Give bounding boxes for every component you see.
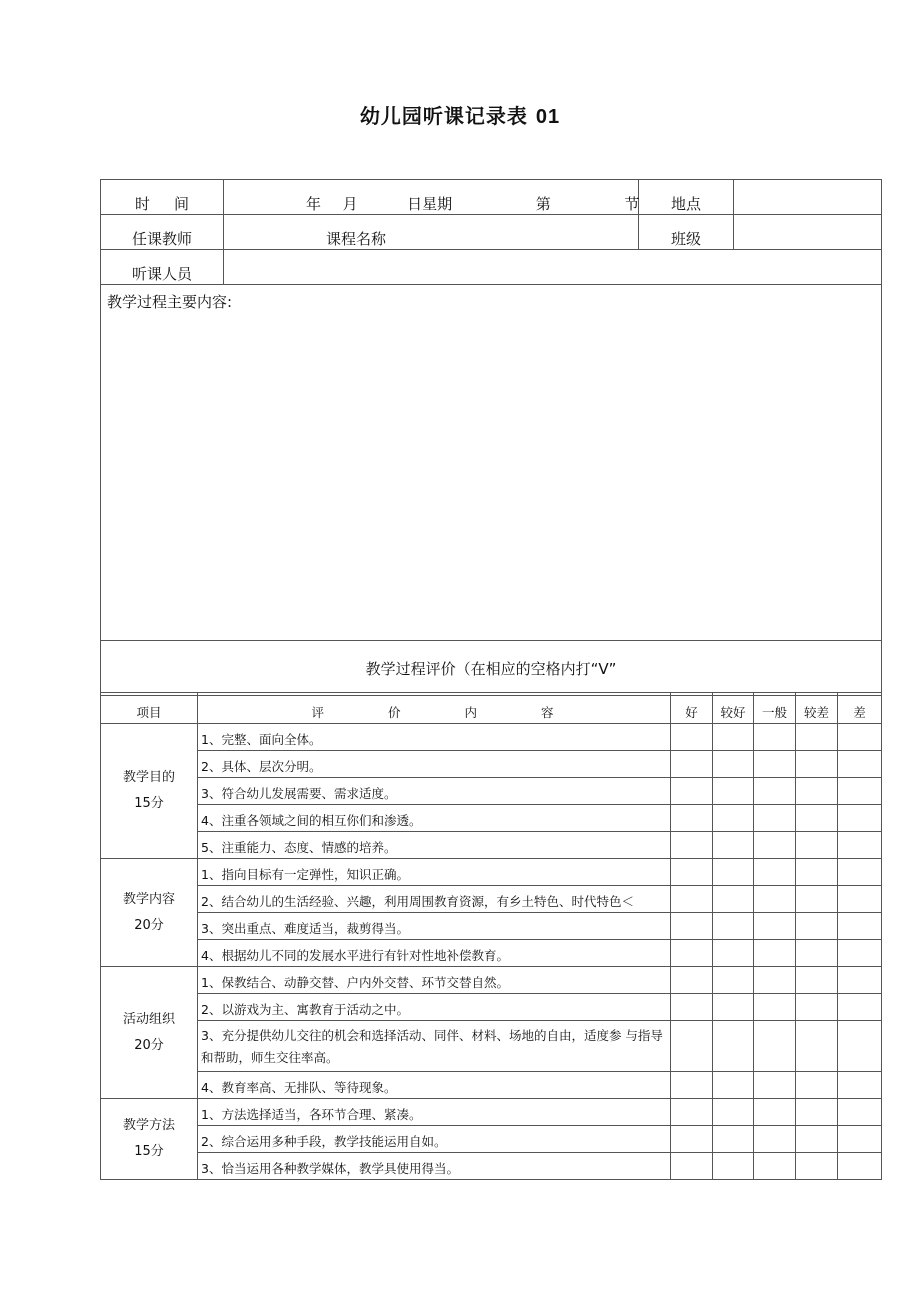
header-content: 评 价 内 容 — [198, 693, 671, 724]
rating-cell-fairly-poor[interactable] — [796, 1153, 838, 1180]
table-row — [101, 1072, 882, 1099]
teacher-label: 任课教师 — [101, 215, 224, 250]
period-di-label: 第 — [535, 195, 551, 213]
rating-cell-average[interactable] — [754, 724, 796, 751]
rating-cell-average[interactable] — [754, 1099, 796, 1126]
header-average: 一般 — [754, 693, 796, 724]
criterion-text: 3、符合幼儿发展需要、需求适度。 — [198, 778, 671, 805]
month-label: 月 — [342, 195, 358, 213]
criterion-text: 3、充分提供幼儿交往的机会和选择活动、同伴、材料、场地的自由，适度参 与指导和帮助，师生交往率高。 — [198, 1021, 671, 1072]
location-label: 地点 — [639, 180, 734, 215]
date-field[interactable] — [224, 180, 639, 215]
table-row — [101, 859, 882, 886]
rating-cell-good[interactable] — [671, 724, 713, 751]
rating-cell-average[interactable] — [754, 832, 796, 859]
rating-cell-good[interactable] — [671, 1126, 713, 1153]
criterion-text: 4、根据幼儿不同的发展水平进行有针对性地补偿教育。 — [198, 940, 671, 967]
class-field[interactable] — [734, 215, 882, 250]
rating-cell-fairly-good[interactable] — [713, 967, 754, 994]
table-row — [101, 886, 882, 913]
group-label: 教学内容 20分 — [101, 859, 198, 967]
evaluation-title-row — [101, 641, 882, 696]
rating-cell-poor[interactable] — [838, 751, 882, 778]
rating-cell-good[interactable] — [671, 1153, 713, 1180]
evaluation-table — [100, 692, 882, 1180]
rating-cell-average[interactable] — [754, 778, 796, 805]
period-jie-label: 节 — [624, 195, 640, 213]
table-row — [101, 994, 882, 1021]
year-label: 年 — [306, 195, 322, 213]
group-label: 教学目的 15分 — [101, 724, 198, 859]
rating-cell-good[interactable] — [671, 994, 713, 1021]
rating-cell-average[interactable] — [754, 994, 796, 1021]
time-label: 时 间 — [101, 180, 224, 215]
rating-cell-fairly-good[interactable] — [713, 1099, 754, 1126]
table-row — [101, 940, 882, 967]
rating-cell-fairly-poor[interactable] — [796, 1126, 838, 1153]
rating-cell-poor[interactable] — [838, 805, 882, 832]
rating-cell-fairly-good[interactable] — [713, 724, 754, 751]
rating-cell-fairly-good[interactable] — [713, 805, 754, 832]
process-label: 教学过程主要内容: — [107, 293, 233, 311]
observer-label: 听课人员 — [101, 250, 224, 285]
day-week-label: 日星期 — [407, 195, 453, 213]
rating-cell-good[interactable] — [671, 913, 713, 940]
rating-cell-fairly-poor[interactable] — [796, 886, 838, 913]
rating-cell-good[interactable] — [671, 832, 713, 859]
rating-cell-fairly-good[interactable] — [713, 1072, 754, 1099]
header-item: 项目 — [101, 693, 198, 724]
rating-cell-fairly-good[interactable] — [713, 994, 754, 1021]
rating-cell-good[interactable] — [671, 1021, 713, 1072]
rating-cell-average[interactable] — [754, 805, 796, 832]
criterion-text: 3、突出重点、难度适当，裁剪得当。 — [198, 913, 671, 940]
rating-cell-fairly-poor[interactable] — [796, 859, 838, 886]
criterion-text: 2、综合运用多种手段，教学技能运用自如。 — [198, 1126, 671, 1153]
rating-cell-fairly-good[interactable] — [713, 913, 754, 940]
rating-cell-fairly-good[interactable] — [713, 886, 754, 913]
rating-cell-fairly-good[interactable] — [713, 1126, 754, 1153]
rating-cell-poor[interactable] — [838, 994, 882, 1021]
location-field[interactable] — [734, 180, 882, 215]
rating-cell-poor[interactable] — [838, 859, 882, 886]
rating-cell-fairly-poor[interactable] — [796, 751, 838, 778]
rating-cell-average[interactable] — [754, 886, 796, 913]
group-label: 活动组织 20分 — [101, 967, 198, 1099]
rating-cell-good[interactable] — [671, 751, 713, 778]
rating-cell-average[interactable] — [754, 940, 796, 967]
table-row — [101, 1153, 882, 1180]
table-row — [101, 751, 882, 778]
table-row — [101, 724, 882, 751]
criterion-text: 3、恰当运用各种教学媒体，教学具使用得当。 — [198, 1153, 671, 1180]
rating-cell-good[interactable] — [671, 1072, 713, 1099]
rating-cell-fairly-poor[interactable] — [796, 1021, 838, 1072]
rating-cell-poor[interactable] — [838, 724, 882, 751]
criterion-text: 1、方法选择适当，各环节合理、紧凑。 — [198, 1099, 671, 1126]
rating-cell-fairly-good[interactable] — [713, 859, 754, 886]
rating-cell-fairly-good[interactable] — [713, 778, 754, 805]
rating-cell-average[interactable] — [754, 1126, 796, 1153]
rating-cell-good[interactable] — [671, 859, 713, 886]
title-text: 幼儿园听课记录表 — [359, 104, 528, 128]
page-title — [0, 100, 920, 129]
header-fairly-poor: 较差 — [796, 693, 838, 724]
rating-cell-fairly-poor[interactable] — [796, 778, 838, 805]
rating-cell-fairly-poor[interactable] — [796, 724, 838, 751]
info-table — [100, 179, 882, 696]
title-number: 01 — [535, 106, 561, 128]
rating-cell-fairly-good[interactable] — [713, 940, 754, 967]
rating-cell-fairly-good[interactable] — [713, 1021, 754, 1072]
rating-cell-poor[interactable] — [838, 1021, 882, 1072]
evaluation-header-row — [101, 693, 882, 724]
rating-cell-good[interactable] — [671, 805, 713, 832]
rating-cell-fairly-poor[interactable] — [796, 832, 838, 859]
rating-cell-fairly-good[interactable] — [713, 832, 754, 859]
rating-cell-average[interactable] — [754, 859, 796, 886]
rating-cell-good[interactable] — [671, 778, 713, 805]
table-row — [101, 778, 882, 805]
rating-cell-fairly-poor[interactable] — [796, 967, 838, 994]
table-row — [101, 1126, 882, 1153]
class-label: 班级 — [639, 215, 734, 250]
group-label: 教学方法 15分 — [101, 1099, 198, 1180]
criterion-text: 2、具体、层次分明。 — [198, 751, 671, 778]
criterion-text: 1、完整、面向全体。 — [198, 724, 671, 751]
criterion-text: 5、注重能力、态度、情感的培养。 — [198, 832, 671, 859]
observer-field[interactable] — [224, 250, 882, 285]
rating-cell-poor[interactable] — [838, 1099, 882, 1126]
rating-cell-poor[interactable] — [838, 1153, 882, 1180]
rating-cell-average[interactable] — [754, 751, 796, 778]
rating-cell-good[interactable] — [671, 886, 713, 913]
rating-cell-average[interactable] — [754, 967, 796, 994]
rating-cell-poor[interactable] — [838, 940, 882, 967]
rating-cell-fairly-poor[interactable] — [796, 913, 838, 940]
table-row — [101, 805, 882, 832]
time-row — [101, 180, 882, 215]
rating-cell-fairly-poor[interactable] — [796, 805, 838, 832]
header-good: 好 — [671, 693, 713, 724]
rating-cell-poor[interactable] — [838, 778, 882, 805]
process-content-box[interactable] — [101, 285, 882, 641]
rating-cell-fairly-poor[interactable] — [796, 994, 838, 1021]
rating-cell-poor[interactable] — [838, 1072, 882, 1099]
criterion-text: 4、注重各领域之间的相互你们和渗透。 — [198, 805, 671, 832]
process-row — [101, 285, 882, 641]
criterion-text: 2、以游戏为主、寓教育于活动之中。 — [198, 994, 671, 1021]
rating-cell-fairly-poor[interactable] — [796, 1072, 838, 1099]
observer-row — [101, 250, 882, 285]
table-row — [101, 913, 882, 940]
rating-cell-average[interactable] — [754, 1153, 796, 1180]
rating-cell-average[interactable] — [754, 1021, 796, 1072]
rating-cell-average[interactable] — [754, 913, 796, 940]
table-row — [101, 1021, 882, 1072]
criterion-text: 2、结合幼儿的生活经验、兴趣，利用周围教育资源，有乡土特色、时代特色＜ — [198, 886, 671, 913]
header-fairly-good: 较好 — [713, 693, 754, 724]
table-row — [101, 967, 882, 994]
rating-cell-fairly-poor[interactable] — [796, 940, 838, 967]
rating-cell-good[interactable] — [671, 940, 713, 967]
rating-cell-fairly-good[interactable] — [713, 1153, 754, 1180]
course-field[interactable] — [224, 215, 639, 250]
table-row — [101, 832, 882, 859]
criterion-text: 1、指向目标有一定弹性，知识正确。 — [198, 859, 671, 886]
teacher-row — [101, 215, 882, 250]
rating-cell-fairly-poor[interactable] — [796, 1099, 838, 1126]
table-row — [101, 1099, 882, 1126]
evaluation-title: 教学过程评价（在相应的空格内打“V” — [101, 641, 882, 696]
rating-cell-poor[interactable] — [838, 1126, 882, 1153]
rating-cell-poor[interactable] — [838, 886, 882, 913]
rating-cell-poor[interactable] — [838, 832, 882, 859]
rating-cell-good[interactable] — [671, 967, 713, 994]
rating-cell-fairly-good[interactable] — [713, 751, 754, 778]
rating-cell-poor[interactable] — [838, 913, 882, 940]
rating-cell-good[interactable] — [671, 1099, 713, 1126]
criterion-text: 4、教育率高、无排队、等待现象。 — [198, 1072, 671, 1099]
header-poor: 差 — [838, 693, 882, 724]
rating-cell-average[interactable] — [754, 1072, 796, 1099]
criterion-text: 1、保教结合、动静交替、户内外交替、环节交替自然。 — [198, 967, 671, 994]
course-label: 课程名称 — [326, 230, 387, 248]
rating-cell-poor[interactable] — [838, 967, 882, 994]
